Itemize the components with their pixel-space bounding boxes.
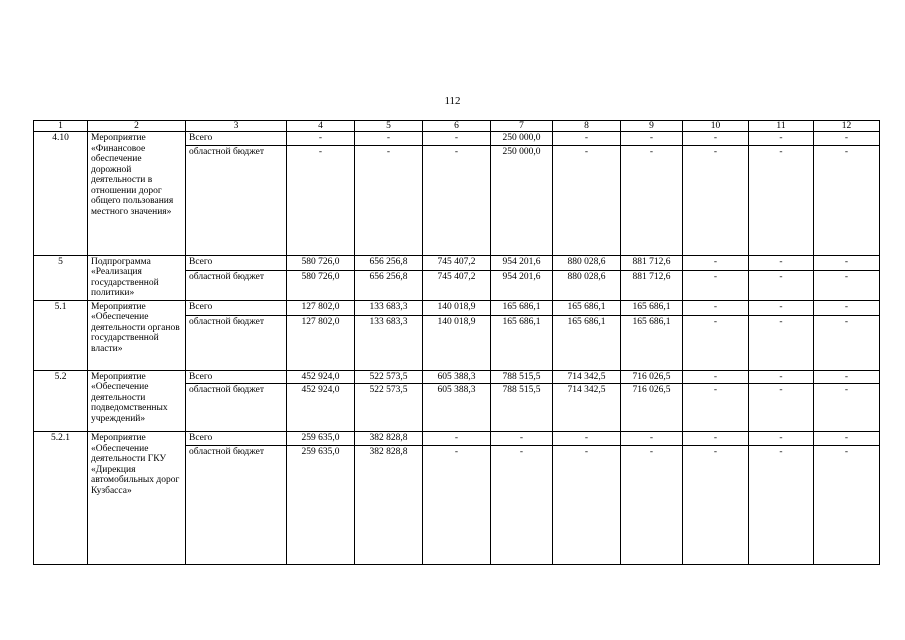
value-cell: 250 000,0 [491, 132, 553, 146]
value-cell: 716 026,5 [621, 384, 683, 432]
value-cell: - [749, 300, 814, 315]
row-code: 5.2 [34, 370, 88, 432]
table-body [34, 132, 880, 565]
value-cell: - [749, 432, 814, 446]
value-cell: - [683, 432, 749, 446]
value-cell: 714 342,5 [553, 384, 621, 432]
value-cell: - [749, 370, 814, 384]
funding-source: Всего [186, 255, 287, 271]
value-cell: 140 018,9 [423, 300, 491, 315]
value-cell: 452 924,0 [287, 384, 355, 432]
funding-source: областной бюджет [186, 315, 287, 370]
funding-source: областной бюджет [186, 445, 287, 564]
value-cell: - [814, 255, 880, 271]
value-cell: 580 726,0 [287, 271, 355, 300]
value-cell: - [683, 384, 749, 432]
row-code: 5 [34, 255, 88, 300]
value-cell: 788 515,5 [491, 370, 553, 384]
value-cell: 880 028,6 [553, 271, 621, 300]
value-cell: - [491, 445, 553, 564]
value-cell: 165 686,1 [491, 300, 553, 315]
row-name: Мероприятие «Обеспечение деятельности органов государственной власти» [88, 300, 186, 370]
value-cell: - [749, 271, 814, 300]
value-cell: - [683, 445, 749, 564]
value-cell: 259 635,0 [287, 445, 355, 564]
value-cell: - [355, 132, 423, 146]
row-name: Подпрограмма «Реализация государственной политики» [88, 255, 186, 300]
value-cell: 127 802,0 [287, 315, 355, 370]
value-cell: 165 686,1 [621, 300, 683, 315]
row-code: 5.2.1 [34, 432, 88, 565]
col-header: 9 [621, 121, 683, 132]
col-header: 10 [683, 121, 749, 132]
col-header: 12 [814, 121, 880, 132]
value-cell: 165 686,1 [553, 315, 621, 370]
value-cell: 165 686,1 [553, 300, 621, 315]
table-row [34, 132, 880, 146]
budget-table [33, 120, 880, 565]
value-cell: - [355, 145, 423, 255]
value-cell: - [553, 132, 621, 146]
value-cell: 656 256,8 [355, 271, 423, 300]
value-cell: - [553, 432, 621, 446]
value-cell: 714 342,5 [553, 370, 621, 384]
value-cell: 788 515,5 [491, 384, 553, 432]
table-row [34, 370, 880, 384]
value-cell: - [683, 315, 749, 370]
value-cell: 881 712,6 [621, 255, 683, 271]
value-cell: - [423, 145, 491, 255]
value-cell: - [683, 132, 749, 146]
funding-source: областной бюджет [186, 145, 287, 255]
value-cell: 140 018,9 [423, 315, 491, 370]
value-cell: - [683, 145, 749, 255]
value-cell: - [749, 255, 814, 271]
value-cell: 605 388,3 [423, 370, 491, 384]
value-cell: - [749, 132, 814, 146]
row-code: 4.10 [34, 132, 88, 256]
value-cell: - [814, 271, 880, 300]
value-cell: - [749, 384, 814, 432]
value-cell: - [683, 370, 749, 384]
column-number-row [34, 121, 880, 132]
value-cell: 165 686,1 [621, 315, 683, 370]
value-cell: - [553, 445, 621, 564]
col-header: 8 [553, 121, 621, 132]
row-name: Мероприятие «Финансовое обеспечение дорожной деятельности в отношении дорог общего пользования местного значения» [88, 132, 186, 256]
value-cell: 127 802,0 [287, 300, 355, 315]
value-cell: - [814, 384, 880, 432]
value-cell: - [621, 145, 683, 255]
value-cell: 259 635,0 [287, 432, 355, 446]
value-cell: - [423, 445, 491, 564]
value-cell: - [423, 132, 491, 146]
value-cell: - [814, 445, 880, 564]
funding-source: областной бюджет [186, 271, 287, 300]
row-name: Мероприятие «Обеспечение деятельности подведомственных учреждений» [88, 370, 186, 432]
value-cell: 954 201,6 [491, 271, 553, 300]
value-cell: - [683, 255, 749, 271]
value-cell: - [814, 315, 880, 370]
value-cell: 165 686,1 [491, 315, 553, 370]
funding-source: Всего [186, 432, 287, 446]
value-cell: - [814, 145, 880, 255]
value-cell: 133 683,3 [355, 315, 423, 370]
value-cell: 250 000,0 [491, 145, 553, 255]
col-header: 1 [34, 121, 88, 132]
value-cell: - [423, 432, 491, 446]
row-code: 5.1 [34, 300, 88, 370]
col-header: 7 [491, 121, 553, 132]
value-cell: - [749, 315, 814, 370]
value-cell: 452 924,0 [287, 370, 355, 384]
funding-source: Всего [186, 132, 287, 146]
col-header: 5 [355, 121, 423, 132]
value-cell: 382 828,8 [355, 432, 423, 446]
value-cell: - [553, 145, 621, 255]
value-cell: 656 256,8 [355, 255, 423, 271]
value-cell: 580 726,0 [287, 255, 355, 271]
value-cell: 522 573,5 [355, 384, 423, 432]
value-cell: 954 201,6 [491, 255, 553, 271]
value-cell: 716 026,5 [621, 370, 683, 384]
table-row [34, 432, 880, 446]
value-cell: 745 407,2 [423, 271, 491, 300]
table-row [34, 255, 880, 271]
table-row [34, 300, 880, 315]
value-cell: - [621, 432, 683, 446]
col-header: 6 [423, 121, 491, 132]
page-number: 112 [444, 95, 461, 107]
col-header: 11 [749, 121, 814, 132]
col-header: 2 [88, 121, 186, 132]
value-cell: 522 573,5 [355, 370, 423, 384]
value-cell: 881 712,6 [621, 271, 683, 300]
funding-source: Всего [186, 370, 287, 384]
value-cell: - [749, 445, 814, 564]
value-cell: 605 388,3 [423, 384, 491, 432]
value-cell: - [814, 132, 880, 146]
value-cell: - [683, 300, 749, 315]
funding-source: Всего [186, 300, 287, 315]
value-cell: - [621, 445, 683, 564]
value-cell: - [814, 432, 880, 446]
value-cell: - [683, 271, 749, 300]
value-cell: 133 683,3 [355, 300, 423, 315]
value-cell: - [621, 132, 683, 146]
value-cell: - [287, 132, 355, 146]
value-cell: 745 407,2 [423, 255, 491, 271]
col-header: 4 [287, 121, 355, 132]
col-header: 3 [186, 121, 287, 132]
funding-source: областной бюджет [186, 384, 287, 432]
value-cell: - [814, 370, 880, 384]
value-cell: 382 828,8 [355, 445, 423, 564]
value-cell: - [287, 145, 355, 255]
value-cell: 880 028,6 [553, 255, 621, 271]
value-cell: - [814, 300, 880, 315]
value-cell: - [491, 432, 553, 446]
value-cell: - [749, 145, 814, 255]
row-name: Мероприятие «Обеспечение деятельности ГКУ «Дирекция автомобильных дорог Кузбасса» [88, 432, 186, 565]
